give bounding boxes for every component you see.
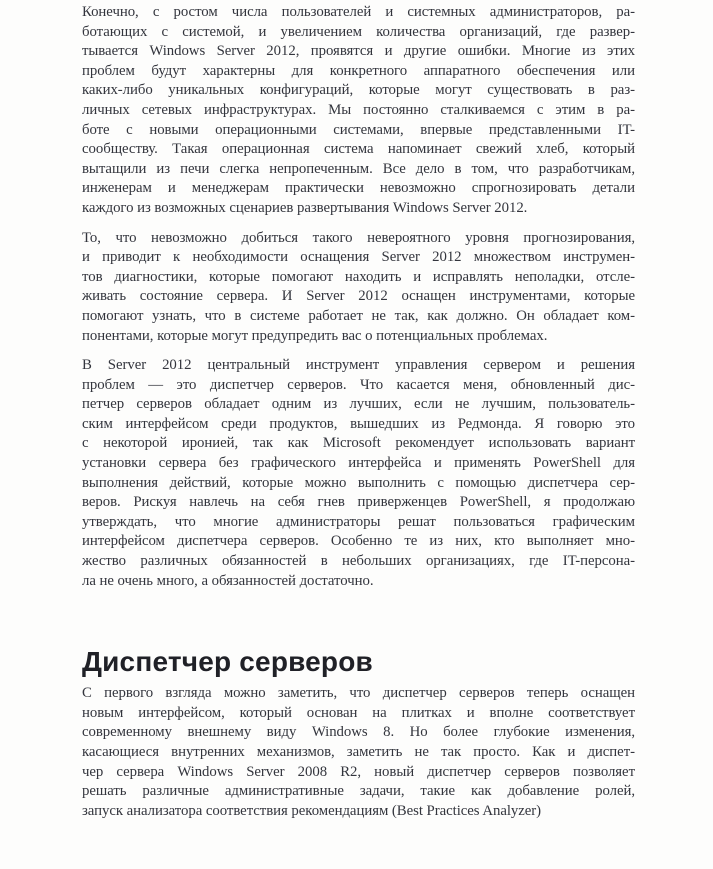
text-line: жество различных обязанностей в небольших организациях, где IT-персона-	[82, 553, 635, 570]
text-line: ским интерфейсом среди продуктов, вышедших из Редмонда. Я говорю это	[82, 415, 635, 432]
text-line: тов диагностики, которые помогают находить и исправлять неполадки, отсле-	[82, 268, 635, 285]
text-line: петчер серверов обладает одним из лучших, если не лучшим, пользователь-	[82, 396, 635, 413]
text-line: каждого из возможных сценариев развертывания Windows Server 2012.	[82, 199, 528, 216]
text-line: личных сетевых инфраструктурах. Мы постоянно сталкиваемся с этим в ра-	[82, 101, 635, 118]
text-line: касающиеся внутренних механизмов, заметить не так просто. Как и диспет-	[82, 744, 635, 760]
text-line: инженерам и менеджерам практически невозможно спрогнозировать детали	[82, 180, 635, 197]
text-line: С первого взгляда можно заметить, что диспетчер серверов теперь оснащен	[82, 685, 635, 702]
text-line: утверждать, что многие администраторы решат пользоваться графическим	[82, 513, 635, 530]
text-line: тывается Windows Server 2012, проявятся и другие ошибки. Многие из этих	[82, 43, 635, 60]
paragraph-1	[82, 3, 635, 219]
text-line: современному внешнему виду Windows 8. Но более глубокие изменения,	[82, 724, 635, 741]
text-line: выполнения действий, которые можно выполнить с помощью диспетчера сер-	[82, 474, 635, 491]
text-line: новым интерфейсом, который основан на плитках и вполне соответствует	[82, 704, 635, 721]
text-line: ла не очень много, а обязанностей достаточно.	[82, 572, 374, 589]
text-line: вытащили из печи слегка непропеченным. Все дело в том, что разработчикам,	[82, 160, 635, 177]
text-line: установки сервера без графического интерфейса и применять PowerShell для	[82, 455, 635, 472]
text-line: запуск анализатора соответствия рекомендациям (Best Practices Analyzer)	[82, 802, 542, 819]
text-line: ботающих с системой, и увеличением количества организаций, где развер-	[82, 23, 635, 40]
text-line: каких-либо уникальных конфигураций, которые могут существовать в раз-	[82, 82, 635, 99]
text-line: помогают узнать, что в системе работает не так, как должно. Он обладает ком-	[82, 307, 635, 324]
text-line: решать различные административные задачи, такие как добавление ролей,	[82, 783, 635, 800]
text-line: То, что невозможно добиться такого невероятного уровня прогнозирования,	[82, 229, 635, 246]
text-line: интерфейсом диспетчера серверов. Особенно те из них, кто выполняет мно-	[82, 533, 635, 550]
text-column	[82, 3, 635, 821]
text-line: проблем будут характерны для конкретного аппаратного обеспечения или	[82, 62, 635, 79]
text-line: с некоторой иронией, так как Microsoft рекомендует использовать вариант	[82, 435, 635, 452]
paragraph-3	[82, 356, 635, 591]
paragraph-2	[82, 229, 635, 347]
text-line: веров. Рискуя навлечь на себя гнев приверженцев PowerShell, я продолжаю	[82, 494, 635, 511]
text-line: сообществу. Такая операционная система напоминает свежий хлеб, который	[82, 141, 635, 158]
text-line: живать состояние сервера. И Server 2012 оснащен инструментами, которые	[82, 288, 635, 305]
text-line: Конечно, с ростом числа пользователей и системных администраторов, ра-	[82, 4, 635, 20]
text-line: понентами, которые могут предупредить вас о потенциальных проблемах.	[82, 327, 548, 344]
text-line: чер сервера Windows Server 2008 R2, новый диспетчер серверов позволяет	[82, 763, 635, 780]
section-heading: Диспетчер серверов	[82, 646, 373, 678]
text-line: проблем — это диспетчер серверов. Что касается меня, обновленный дис-	[82, 376, 635, 393]
paragraph-4	[82, 684, 635, 821]
text-line: и приводит к необходимости оснащения Server 2012 множеством инструмен-	[82, 249, 635, 266]
text-line: В Server 2012 центральный инструмент управления сервером и решения	[82, 357, 635, 374]
text-line: боте с новыми операционными системами, впервые представленными IT-	[82, 121, 635, 138]
